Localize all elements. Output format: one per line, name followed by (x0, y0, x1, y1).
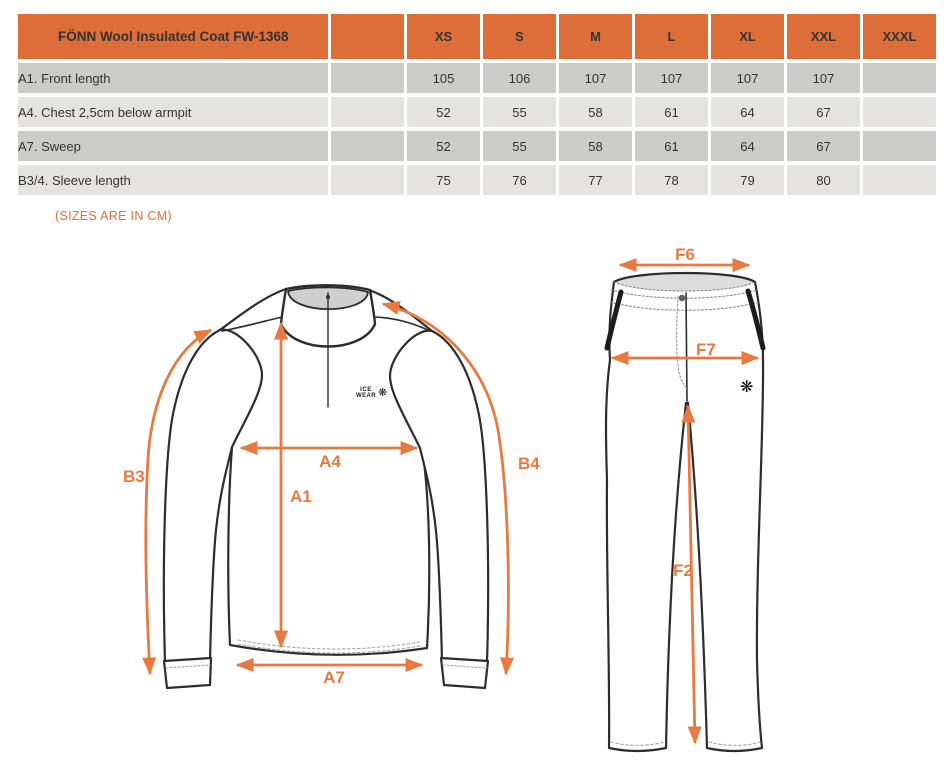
measure-value: 80 (787, 165, 860, 195)
measure-value: 64 (711, 97, 784, 127)
measure-value: 52 (407, 131, 480, 161)
measure-label: A7. Sweep (18, 131, 328, 161)
jacket-right-cuff (441, 658, 488, 688)
size-header-xxl: XXL (787, 14, 860, 59)
measure-value: 79 (711, 165, 784, 195)
measure-value: 106 (483, 63, 556, 93)
pants-drawing (606, 273, 763, 751)
measure-value: 58 (559, 97, 632, 127)
measure-value: 77 (559, 165, 632, 195)
jacket-measure-label-b4: B4 (518, 454, 540, 473)
measure-value: 107 (559, 63, 632, 93)
measure-value: 64 (711, 131, 784, 161)
measure-value: 107 (787, 63, 860, 93)
pants-measure-label-f7: F7 (696, 340, 716, 359)
jacket-measure-label-a1: A1 (290, 487, 312, 506)
jacket-measure-label-a4: A4 (319, 452, 341, 471)
measure-value: 67 (787, 97, 860, 127)
measure-value: 78 (635, 165, 708, 195)
measure-value: 52 (407, 97, 480, 127)
snowflake-icon: ❋ (377, 386, 388, 399)
jacket-left-cuff (164, 658, 211, 688)
pants-measure-label-f2: F2 (673, 561, 693, 580)
waist-button (679, 295, 685, 301)
measure-value: 55 (483, 97, 556, 127)
zipper-pull (326, 295, 330, 299)
size-header-s: S (483, 14, 556, 59)
brand-logo-line2: WEAR (356, 393, 376, 399)
measure-value: 55 (483, 131, 556, 161)
measure-value: 67 (787, 131, 860, 161)
measure-value: 61 (635, 97, 708, 127)
size-header-l: L (635, 14, 708, 59)
pants-body (606, 274, 763, 751)
size-header-xl: XL (711, 14, 784, 59)
brand-logo-line1: ICE (360, 387, 372, 393)
snowflake-icon: ❋ (740, 379, 754, 396)
jacket-drawing (164, 285, 488, 688)
pants-fly (686, 293, 687, 401)
product-title: FÖNN Wool Insulated Coat FW-1368 (18, 14, 328, 59)
measure-value: 76 (483, 165, 556, 195)
measure-value: 107 (635, 63, 708, 93)
jacket-measure-label-b3: B3 (123, 467, 145, 486)
size-header-xs: XS (407, 14, 480, 59)
size-header-m: M (559, 14, 632, 59)
sizes-unit-note: (SIZES ARE IN CM) (55, 209, 172, 223)
measure-label: B3/4. Sleeve length (18, 165, 328, 195)
measure-value: 61 (635, 131, 708, 161)
measure-value: 105 (407, 63, 480, 93)
measure-value: 107 (711, 63, 784, 93)
measure-value: 58 (559, 131, 632, 161)
measure-label: A4. Chest 2,5cm below armpit (18, 97, 328, 127)
size-header-xxxl: XXXL (863, 14, 936, 59)
jacket-measure-label-a7: A7 (323, 668, 345, 687)
jacket-brand-logo (356, 387, 387, 399)
measure-label: A1. Front length (18, 63, 328, 93)
pants-measure-label-f6: F6 (675, 245, 695, 264)
measure-value: 75 (407, 165, 480, 195)
